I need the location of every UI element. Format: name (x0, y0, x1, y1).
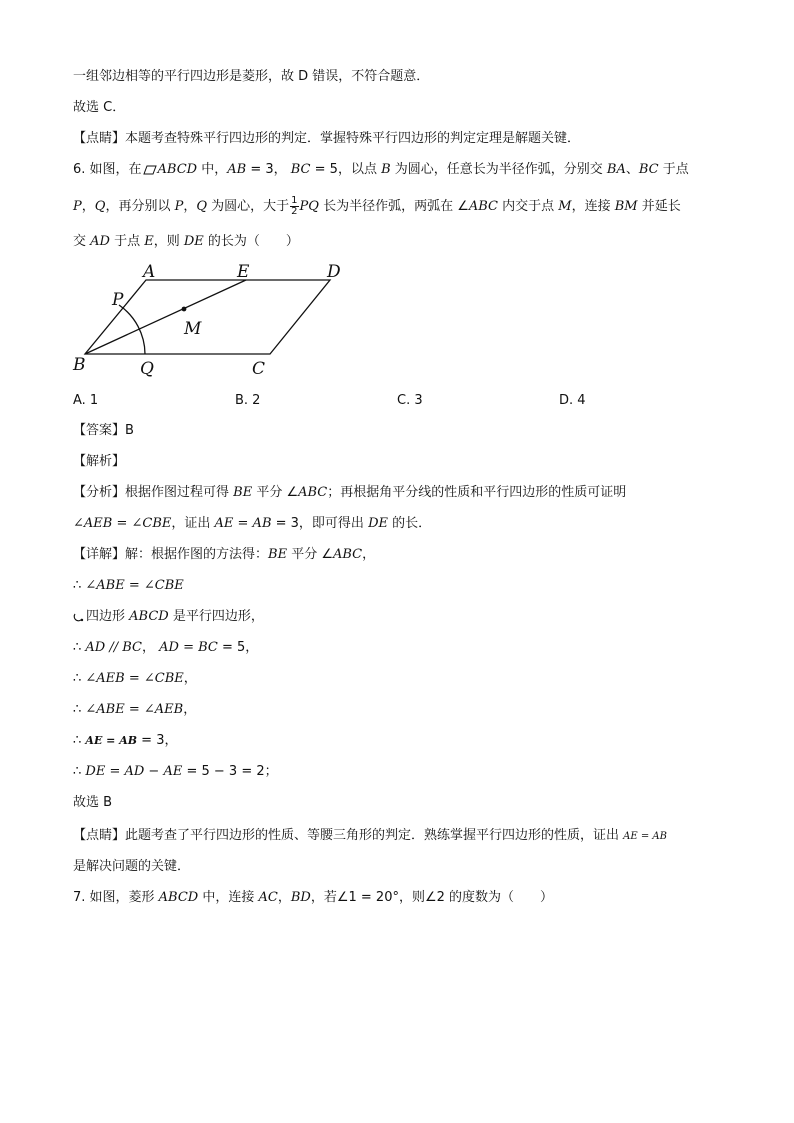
fraction-one-half: $\frac{1}{2}$ (291, 195, 298, 217)
answer-line: 【答案】B (73, 423, 134, 438)
analysis-line-2: ∠AEB = ∠CBE，证出 AE = AB = 3，即可得出 DE 的长． (73, 516, 432, 531)
detail-line-3: 四边形 ABCD 是平行四边形， (73, 608, 264, 626)
detail-line-8: ∴ DE = AD − AE = 5 − 3 = 2； (73, 764, 278, 779)
detail-line-4: ∴ AD // BC， AD = BC = 5， (73, 640, 259, 655)
question-7-line: 7. 如图，菱形 ABCD 中，连接 AC，BD，若∠1 = 20°，则∠2 的度数为（ ） (73, 890, 554, 905)
label-c: C (252, 359, 266, 379)
comment-line-2: 是解决问题的关键． (73, 859, 191, 874)
analysis-tag: 【解析】 (73, 454, 126, 469)
label-b: B (73, 355, 86, 375)
question-6-line-3: 交 AD 于点 E，则 DE 的长为（ ） (73, 234, 299, 249)
text-line: 一组邻边相等的平行四边形是菱形，故 D 错误，不符合题意． (73, 69, 430, 84)
option-c: C. 3 (397, 393, 423, 408)
parallelogram-symbol-icon (143, 165, 157, 175)
label-d: D (327, 262, 341, 282)
label-a: A (143, 262, 156, 282)
comment-line: 【点睛】本题考查特殊平行四边形的判定．掌握特殊平行四边形的判定定理是解题关键． (73, 131, 581, 146)
text-line: 故选 C． (73, 100, 126, 115)
detail-line-7: ∴ AE = AB = 3， (73, 733, 178, 748)
because-symbol-icon (73, 611, 85, 623)
analysis-line-1: 【分析】根据作图过程可得 BE 平分 ∠ABC；再根据角平分线的性质和平行四边形的性质可证明 (73, 485, 627, 500)
point-m (182, 307, 187, 312)
detail-line-1: 【详解】解：根据作图的方法得：BE 平分 ∠ABC， (73, 547, 376, 562)
detail-line-9: 故选 B (73, 795, 113, 810)
label-q: Q (140, 359, 154, 379)
detail-line-5: ∴ ∠AEB = ∠CBE， (73, 671, 197, 686)
option-a: A. 1 (73, 393, 99, 408)
parallelogram-figure (72, 257, 352, 382)
question-6-line-1: 6. 如图，在 ABCD 中，AB = 3， BC = 5，以点 B 为圆心，任意长为半径作弧，分别交 BA、BC 于点 (73, 162, 689, 177)
arc-pq (119, 305, 145, 354)
option-b: B. 2 (235, 393, 261, 408)
label-e: E (237, 262, 250, 282)
option-d: D. 4 (559, 393, 586, 408)
detail-line-6: ∴ ∠ABE = ∠AEB， (73, 702, 197, 717)
comment-line-1: 【点睛】此题考查了平行四边形的性质、等腰三角形的判定．熟练掌握平行四边形的性质，证出 AE = AB (73, 828, 667, 843)
segment-be (85, 280, 246, 354)
label-m: M (184, 319, 202, 339)
label-p: P (112, 290, 124, 310)
detail-line-2: ∴ ∠ABE = ∠CBE (73, 578, 184, 593)
question-6-line-2: P，Q，再分别以 P，Q 为圆心，大于 $\frac{1}{2}$ PQ 长为半径作弧，两弧在 ∠ABC 内交于点 M，连接 BM 并延长 (73, 195, 681, 217)
